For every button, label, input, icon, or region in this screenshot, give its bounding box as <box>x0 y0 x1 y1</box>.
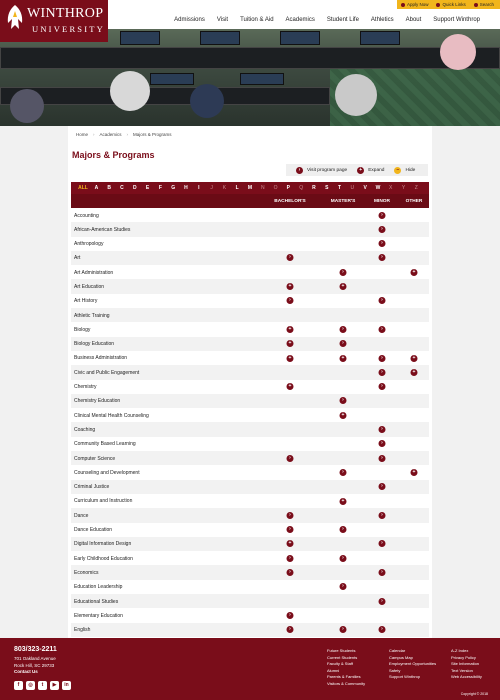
legend-visit <box>296 167 347 174</box>
footer-link[interactable]: Site Information <box>451 661 480 667</box>
program-name: Digital Information Design <box>74 541 132 548</box>
table-row <box>71 265 429 279</box>
twitter-icon[interactable]: t <box>38 681 47 690</box>
hero-image <box>0 29 500 126</box>
logo[interactable] <box>0 0 108 42</box>
visit-icon-minor[interactable]: › <box>379 455 386 462</box>
expand-icon-bachelors[interactable]: + <box>287 540 294 547</box>
legend-expand <box>357 167 384 174</box>
breadcrumb <box>76 132 172 137</box>
program-name: Art <box>74 255 81 262</box>
footer-phone[interactable]: 803/323-2211 <box>14 646 57 653</box>
program-name: Accounting <box>74 212 99 219</box>
hero-desk-row-2 <box>0 87 330 105</box>
linkedin-icon[interactable]: in <box>62 681 71 690</box>
visit-icon-bachelors[interactable]: › <box>287 612 294 619</box>
hero-monitor <box>280 31 320 45</box>
plus-circle-icon: + <box>357 167 364 174</box>
pencil-icon <box>401 3 405 7</box>
program-name: Educational Studies <box>74 598 119 605</box>
instagram-icon[interactable]: ◎ <box>26 681 35 690</box>
column-minor: MINOR <box>374 199 390 204</box>
table-row <box>71 394 429 408</box>
alphabet-letter-v[interactable]: V <box>363 185 367 191</box>
table-row <box>71 237 429 251</box>
visit-icon-masters[interactable]: › <box>340 526 347 533</box>
hero-monitor <box>360 31 400 45</box>
footer-link[interactable]: Employment Opportunities <box>389 661 437 667</box>
alphabet-letter-n: N <box>260 185 265 191</box>
hero-desk-row-1 <box>0 47 500 69</box>
program-name: Athletic Training <box>74 312 110 319</box>
table-row <box>71 294 429 308</box>
alphabet-letter-y: Y <box>401 185 406 191</box>
visit-icon-bachelors[interactable]: › <box>287 512 294 519</box>
alphabet-letter-u: U <box>350 185 355 191</box>
table-row <box>71 465 429 479</box>
hero-student <box>440 34 476 70</box>
visit-icon-minor[interactable]: › <box>379 355 386 362</box>
breadcrumb-current: Majors & Programs <box>133 132 172 137</box>
arrow-circle-icon: › <box>296 167 303 174</box>
nav-support-winthrop[interactable]: Support Winthrop <box>433 17 480 23</box>
footer-link[interactable]: Campus Map <box>389 654 413 660</box>
table-row <box>71 208 429 222</box>
alphabet-letter-i[interactable]: I <box>198 185 200 191</box>
breadcrumb-home[interactable]: Home <box>76 132 89 137</box>
visit-icon-bachelors[interactable]: › <box>287 569 294 576</box>
table-row <box>71 551 429 565</box>
program-name: Economics <box>74 569 99 576</box>
visit-icon-masters[interactable]: › <box>340 340 347 347</box>
visit-icon-minor[interactable]: › <box>379 326 386 333</box>
table-row <box>71 380 429 394</box>
search-label: Search <box>479 2 494 7</box>
legend-hide <box>394 167 415 174</box>
hero-monitor <box>150 73 194 85</box>
footer-address-city: Rock Hill, SC 29733 <box>14 662 55 668</box>
visit-icon-masters[interactable]: › <box>340 397 347 404</box>
table-row <box>71 322 429 336</box>
program-name: Elementary Education <box>74 612 123 619</box>
visit-icon-bachelors[interactable]: › <box>287 254 294 261</box>
expand-icon-masters[interactable]: + <box>340 412 347 419</box>
hero-student <box>335 74 377 116</box>
apply-now-link[interactable] <box>401 2 429 7</box>
visit-icon-minor[interactable]: › <box>379 569 386 576</box>
alphabet-letter-t[interactable]: T <box>338 185 342 191</box>
alphabet-all[interactable]: ALL <box>78 185 88 191</box>
alphabet-letter-z: Z <box>414 185 418 191</box>
visit-icon-bachelors[interactable]: › <box>287 297 294 304</box>
hero-monitor <box>200 31 240 45</box>
program-name: Anthropology <box>74 241 104 248</box>
alphabet-filter <box>71 182 429 194</box>
expand-icon-masters[interactable]: + <box>340 355 347 362</box>
visit-icon-minor[interactable]: › <box>379 254 386 261</box>
nav-athletics[interactable]: Athletics <box>370 17 394 23</box>
footer-link[interactable]: Calendar <box>389 648 406 653</box>
nav-visit[interactable]: Visit <box>216 17 229 23</box>
utility-bar <box>397 0 500 9</box>
footer-link[interactable]: Parents & Families <box>327 674 361 680</box>
table-row <box>71 523 429 537</box>
logo-subtitle: UNIVERSITY <box>32 24 105 34</box>
apply-now-label: Apply Now <box>406 2 429 7</box>
visit-icon-minor[interactable]: › <box>379 212 386 219</box>
footer-address <box>14 656 56 676</box>
visit-icon-minor[interactable]: › <box>379 369 386 376</box>
expand-icon-other[interactable]: + <box>411 355 418 362</box>
footer-link[interactable]: A-Z Index <box>451 648 469 653</box>
expand-icon-bachelors[interactable]: + <box>287 283 294 290</box>
alphabet-letter-x: X <box>389 185 393 191</box>
alphabet-letter-m[interactable]: M <box>247 185 253 191</box>
visit-icon-masters[interactable]: › <box>340 626 347 633</box>
visit-icon-minor[interactable]: › <box>379 440 386 447</box>
expand-icon-bachelors[interactable]: + <box>287 326 294 333</box>
visit-icon-masters[interactable]: › <box>340 583 347 590</box>
footer-link[interactable]: Future Students <box>327 648 356 653</box>
footer-links-resources <box>389 648 436 681</box>
footer-link[interactable]: Visitors & Community <box>327 680 366 686</box>
program-name: Art Administration <box>74 269 114 276</box>
visit-icon-masters[interactable]: › <box>340 326 347 333</box>
alphabet-letter-j: J <box>210 185 213 191</box>
table-row <box>71 623 429 637</box>
visit-icon-minor[interactable]: › <box>379 297 386 304</box>
footer-links-audiences <box>327 648 365 688</box>
table-row <box>71 422 429 436</box>
hero-monitor <box>240 73 284 85</box>
program-name: Biology <box>74 326 91 333</box>
visit-icon-bachelors[interactable]: › <box>287 555 294 562</box>
alphabet-letter-a[interactable]: A <box>94 185 99 191</box>
visit-icon-minor[interactable]: › <box>379 383 386 390</box>
visit-icon-minor[interactable]: › <box>379 426 386 433</box>
main-nav <box>168 17 486 23</box>
alphabet-letter-p[interactable]: P <box>286 185 291 191</box>
footer-link[interactable]: Faculty & Staff <box>327 661 353 667</box>
table-row <box>71 351 429 365</box>
program-name: Biology Education <box>74 341 115 348</box>
search-icon <box>474 3 478 7</box>
program-name: English <box>74 627 91 634</box>
nav-student-life[interactable]: Student Life <box>326 17 359 23</box>
table-row <box>71 337 429 351</box>
column-masters: MASTER'S <box>330 199 356 204</box>
table-row <box>71 594 429 608</box>
visit-icon-minor[interactable]: › <box>379 226 386 233</box>
expand-icon-other[interactable]: + <box>411 269 418 276</box>
table-row <box>71 365 429 379</box>
program-name: Dance <box>74 512 89 519</box>
hero-monitor <box>120 31 160 45</box>
quick-links-link[interactable] <box>436 2 465 7</box>
visit-icon-minor[interactable]: › <box>379 512 386 519</box>
table-row <box>71 408 429 422</box>
visit-icon-minor[interactable]: › <box>379 240 386 247</box>
quick-links-label: Quick Links <box>442 2 466 7</box>
legend-visit-label: Visit program page <box>307 167 348 173</box>
footer-copyright: Copyright © 2018 <box>460 692 488 696</box>
visit-icon-minor[interactable]: › <box>379 598 386 605</box>
alphabet-letter-q: Q <box>299 185 304 191</box>
footer-link[interactable]: Alumni <box>327 667 340 673</box>
alphabet-letter-g[interactable]: G <box>171 185 176 191</box>
search-link[interactable] <box>474 2 494 7</box>
program-name: Art Education <box>74 283 105 290</box>
minus-circle-icon: − <box>394 167 401 174</box>
hero-student <box>190 84 224 118</box>
table-row <box>71 279 429 293</box>
table-row <box>71 508 429 522</box>
footer-links-site <box>451 648 482 681</box>
alphabet-letter-e[interactable]: E <box>145 185 150 191</box>
table-row <box>71 437 429 451</box>
visit-icon-bachelors[interactable]: › <box>287 455 294 462</box>
table-row <box>71 565 429 579</box>
alphabet-letter-l[interactable]: L <box>235 185 239 191</box>
social-links <box>14 681 71 690</box>
logo-name: WINTHROP <box>27 6 104 21</box>
eagle-logo-icon <box>4 3 26 33</box>
breadcrumb-academics[interactable]: Academics <box>99 132 122 137</box>
expand-icon-masters[interactable]: + <box>340 283 347 290</box>
programs-table <box>71 208 429 637</box>
table-row <box>71 580 429 594</box>
footer-link[interactable]: Web Accessibility <box>451 674 482 680</box>
footer-contact-link[interactable]: Contact Us <box>14 669 38 674</box>
hero-student <box>10 89 44 123</box>
footer-link[interactable]: Support Winthrop <box>389 674 421 680</box>
program-name: Community Based Learning <box>74 441 136 448</box>
visit-icon-minor[interactable]: › <box>379 483 386 490</box>
program-name: Clinical Mental Health Counseling <box>74 412 149 419</box>
alphabet-letter-r[interactable]: R <box>312 185 316 191</box>
nav-about[interactable]: About <box>405 17 422 23</box>
alphabet-letter-f[interactable]: F <box>158 185 162 191</box>
alphabet-letter-d[interactable]: D <box>132 185 137 191</box>
main-content <box>68 126 432 638</box>
program-name: Chemistry Education <box>74 398 121 405</box>
alphabet-letter-o: O <box>273 185 278 191</box>
expand-icon-masters[interactable]: + <box>340 498 347 505</box>
visit-icon-bachelors[interactable]: › <box>287 526 294 533</box>
visit-icon-minor[interactable]: › <box>379 540 386 547</box>
alphabet-letter-s[interactable]: S <box>325 185 329 191</box>
expand-icon-other[interactable]: + <box>411 369 418 376</box>
footer-link[interactable]: Current Students <box>327 654 358 660</box>
table-row <box>71 251 429 265</box>
program-name: Education Leadership <box>74 584 123 591</box>
table-row <box>71 480 429 494</box>
table-row <box>71 451 429 465</box>
program-name: Counseling and Development <box>74 469 140 476</box>
legend-expand-label: Expand <box>368 167 385 173</box>
program-name: Criminal Justice <box>74 484 110 491</box>
expand-icon-bachelors[interactable]: + <box>287 383 294 390</box>
visit-icon-masters[interactable]: › <box>340 469 347 476</box>
expand-icon-other[interactable]: + <box>411 469 418 476</box>
nav-academics[interactable]: Academics <box>285 17 315 23</box>
program-name: Computer Science <box>74 455 116 462</box>
site-header <box>0 0 500 34</box>
table-row <box>71 608 429 622</box>
expand-icon-bachelors[interactable]: + <box>287 340 294 347</box>
program-name: Curriculum and Instruction <box>74 498 133 505</box>
column-other: OTHER <box>405 199 423 204</box>
breadcrumb-separator: › <box>126 132 129 137</box>
program-name: Early Childhood Education <box>74 555 133 562</box>
breadcrumb-separator: › <box>93 132 95 137</box>
nav-tuition-aid[interactable]: Tuition & Aid <box>240 17 274 23</box>
visit-icon-bachelors[interactable]: › <box>287 626 294 633</box>
hero-student <box>110 71 150 111</box>
program-name: Coaching <box>74 426 96 433</box>
table-row <box>71 537 429 551</box>
footer-link[interactable]: Text Version <box>451 667 473 673</box>
link-icon <box>436 3 440 7</box>
footer-link[interactable]: Safety <box>389 667 401 673</box>
alphabet-letter-b[interactable]: B <box>107 185 111 191</box>
program-name: African-American Studies <box>74 226 131 233</box>
program-name: Dance Education <box>74 527 113 534</box>
column-bachelors: BACHELOR'S <box>274 199 306 204</box>
footer-address-street: 701 Oakland Avenue <box>14 656 56 661</box>
site-footer <box>0 638 500 700</box>
page-title: Majors & Programs <box>72 150 155 160</box>
program-name: Chemistry <box>74 384 97 391</box>
alphabet-letter-w[interactable]: W <box>375 185 381 191</box>
table-row <box>71 222 429 236</box>
legend-hide-label: Hide <box>405 167 416 173</box>
nav-admissions[interactable]: Admissions <box>174 17 205 23</box>
footer-link[interactable]: Privacy Policy <box>451 654 476 660</box>
visit-icon-minor[interactable]: › <box>379 626 386 633</box>
column-headers <box>71 194 429 208</box>
program-name: Art History <box>74 298 98 305</box>
facebook-icon[interactable]: f <box>14 681 23 690</box>
alphabet-letter-c[interactable]: C <box>120 185 124 191</box>
expand-icon-bachelors[interactable]: + <box>287 355 294 362</box>
table-row <box>71 494 429 508</box>
alphabet-letter-k: K <box>222 185 227 191</box>
visit-icon-masters[interactable]: › <box>340 269 347 276</box>
table-row <box>71 308 429 322</box>
youtube-icon[interactable]: ▶ <box>50 681 59 690</box>
alphabet-letter-h[interactable]: H <box>184 185 188 191</box>
visit-icon-masters[interactable]: › <box>340 555 347 562</box>
program-name: Civic and Public Engagement <box>74 369 140 376</box>
legend <box>286 164 428 176</box>
program-name: Business Administration <box>74 355 128 362</box>
